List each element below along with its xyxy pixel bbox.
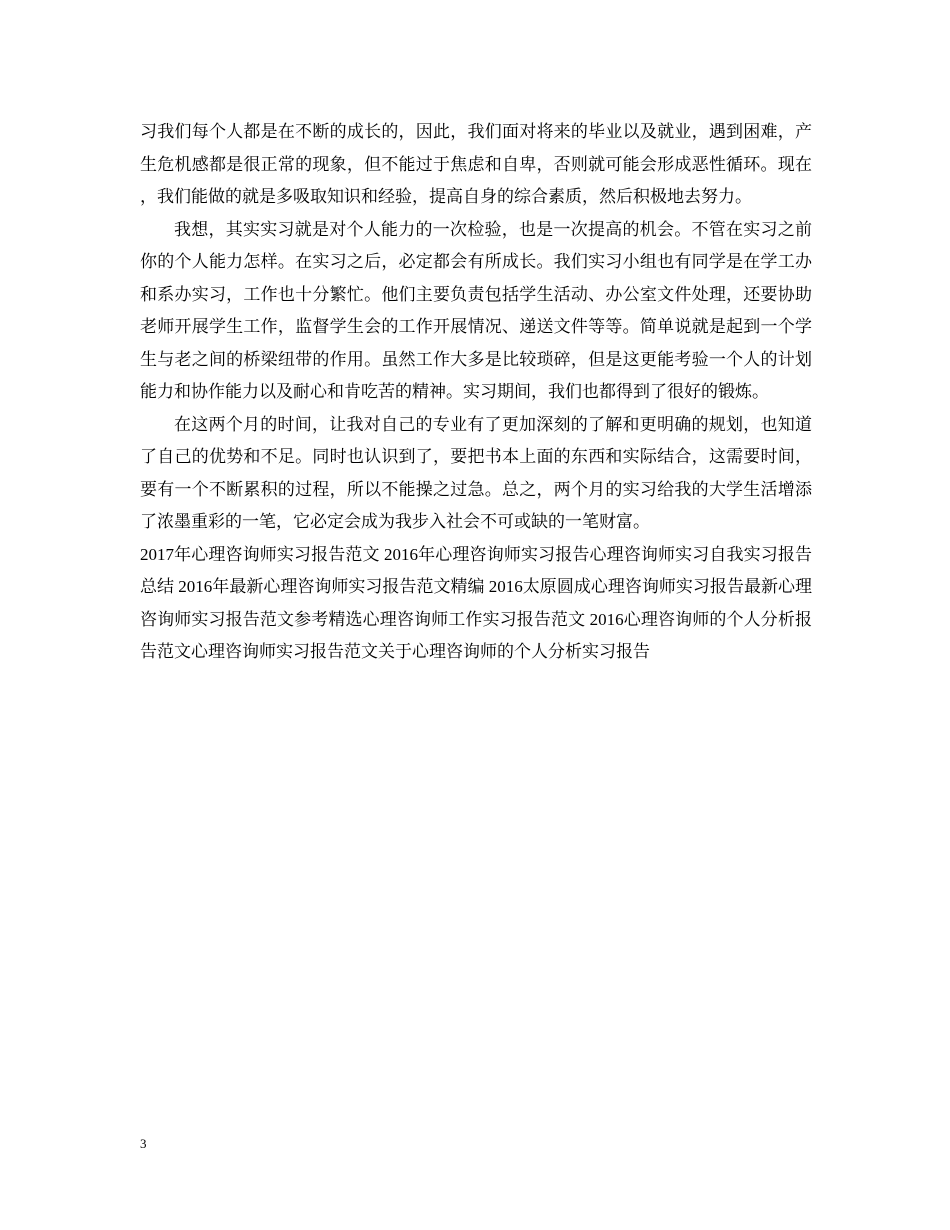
body-paragraph-1: 习我们每个人都是在不断的成长的，因此，我们面对将来的毕业以及就业，遇到困难，产生危机感都是很正常的现象，但不能过于焦虑和自卑，否则就可能会形成恶性循环。现在，我们能做的就是多吸取知识和经验，提高自身的综合素质，然后积极地去努力。 (140, 122, 812, 207)
related-articles-text: 2017年心理咨询师实习报告范文 2016年心理咨询师实习报告心理咨询师实习自我实习报告总结 2016年最新心理咨询师实习报告范文精编 2016太原圆成心理咨询师实习报告最新心理咨询师实习报告范文参考精选心理咨询师工作实习报告范文 2016心理咨询师的个人分析报告范文心理咨询师实习报告范文关于心理咨询师的个人分析实习报告 (140, 544, 812, 661)
body-paragraph-2: 我想，其实实习就是对个人能力的一次检验，也是一次提高的机会。不管在实习之前你的个人能力怎样。在实习之后，必定都会有所成长。我们实习小组也有同学是在学工办和系办实习，工作也十分繁忙。他们主要负责包括学生活动、办公室文件处理，还要协助老师开展学生工作，监督学生会的工作开展情况、递送文件等等。简单说就是起到一个学生与老之间的桥梁纽带的作用。虽然工作大多是比较琐碎，但是这更能考验一个人的计划能力和协作能力以及耐心和肯吃苦的精神。实习期间，我们也都得到了很好的锻炼。 (140, 219, 812, 402)
body-paragraph-3: 在这两个月的时间，让我对自己的专业有了更加深刻的了解和更明确的规划，也知道了自己的优势和不足。同时也认识到了，要把书本上面的东西和实际结合，这需要时间，要有一个不断累积的过程，所以不能操之过急。总之，两个月的实习给我的大学生活增添了浓墨重彩的一笔，它必定会成为我步入社会不可或缺的一笔财富。 (140, 414, 812, 532)
page-number: 3 (140, 1136, 147, 1151)
document-body (140, 116, 812, 669)
